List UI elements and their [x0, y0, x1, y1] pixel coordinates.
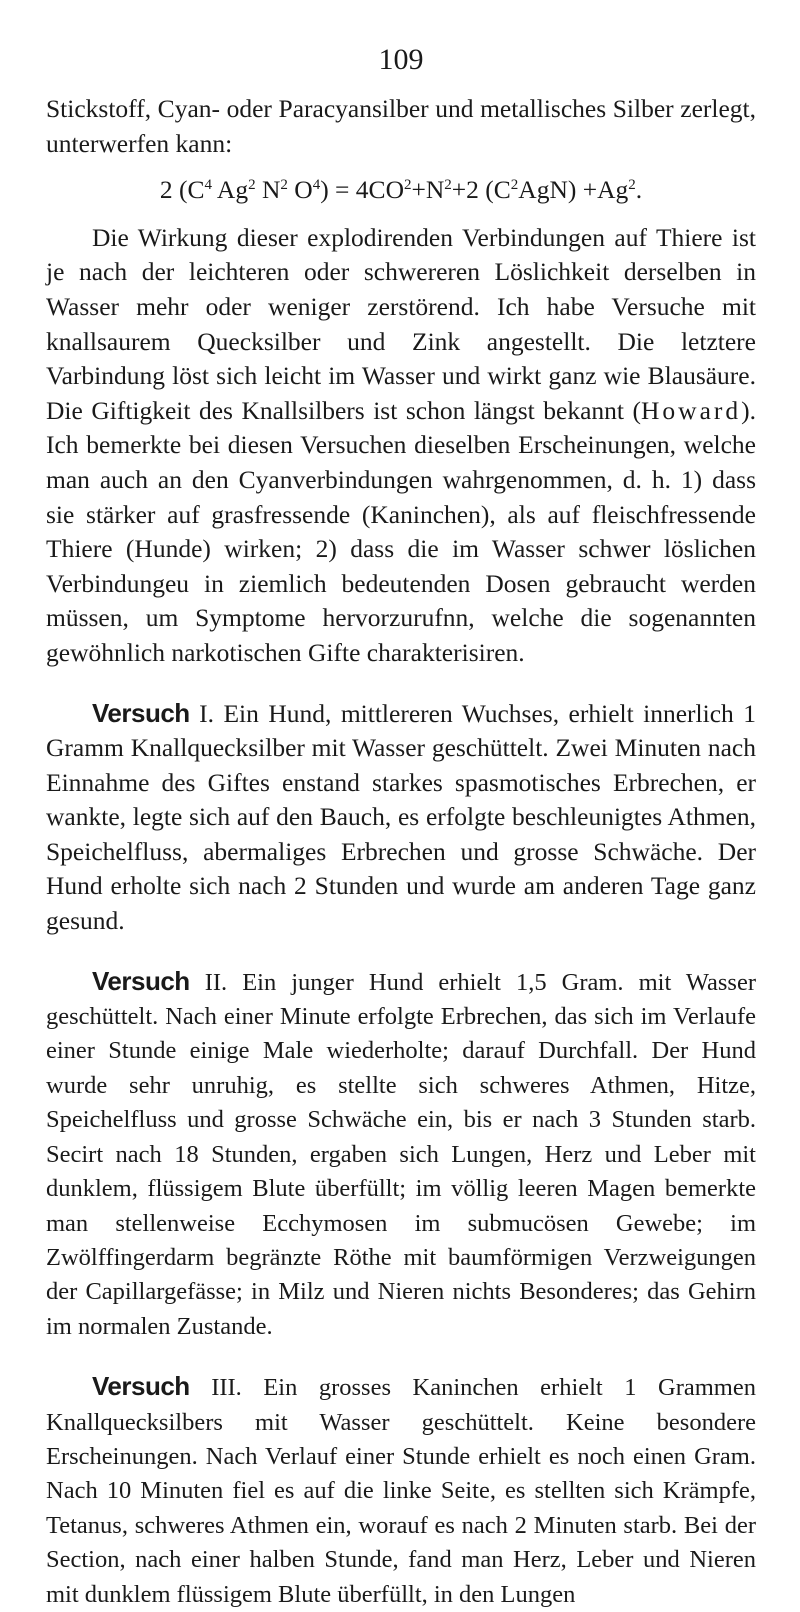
paragraph-toxicity: Die Wirkung dieser explodirenden Verbindungen auf Thiere ist je nach der leichteren oder schwereren Löslichkeit derselben in Wasser mehr oder weniger zerstörend. Ich habe Versuche mit knallsaurem Quecksilber und Zink angestellt. Die letztere Varbindung löst sich leicht im Wasser und wirkt ganz wie Blausäure. Die Giftigkeit des Knallsilbers ist schon längst bekannt (Howard). Ich bemerkte bei diesen Versuchen dieselben Erscheinungen, welche man auch an den Cyanverbindungen wahrgenommen, d. h. 1) dass sie stärker auf grasfressende (Kaninchen), als auf fleischfressende Thiere (Hunde) wirken; 2) dass die im Wasser schwer löslichen Verbindungeu in ziemlich bedeutenden Dosen gebraucht werden müssen, um Symptome hervorzurufnn, welche die sogenannten gewöhnlich narkotischen Gifte charakterisiren. [46, 222, 756, 667]
experiment-label: Versuch [92, 965, 190, 996]
experiment-label: Versuch [92, 697, 190, 728]
page-number: 109 [378, 43, 424, 76]
experiment-label: Versuch [92, 1371, 190, 1402]
chemical-equation: 2 ($C^4$ Ag$^2$ $N^2$ $O^4) = 4CO^2+N^2+2$ $(C^2AgN) +Ag^2$. [159, 175, 643, 205]
author-name: Howard [640, 395, 742, 425]
experiment-3: Versuch III. Ein grosses Kaninchen erhielt 1 Grammen Knallquecksilbers mit Wasser geschüttelt. Keine besondere Erscheinungen. Nach Verlauf einer Stunde erhielt es noch einen Gram. Nach 10 Minuten fiel es auf die linke Seite, es stellten sich Krämpfe, Tetanus, schweres Athmen ein, worauf es nach 2 Minuten starb. Bei der Section, nach einer halben Stunde, fand man Herz, Leber und Nieren mit dunklem flüssigem Blute überfüllt, in den Lungen [46, 1371, 756, 1608]
experiment-2: Versuch II. Ein junger Hund erhielt 1,5 Gram. mit Wasser geschüttelt. Nach einer Minute erfolgte Erbrechen, das sich im Verlaufe einer Stunde einige Male wiederholte; darauf Durchfall. Der Hund wurde sehr unruhig, es stellte sich schweres Athmen, Hitze, Speichelfluss und grosse Schwäche ein, bis er nach 3 Stunden starb. Secirt nach 18 Stunden, ergaben sich Lungen, Herz und Leber mit dunklem, flüssigem Blute überfüllt; im völlig leeren Magen bemerkte man stellenweise Ecchymosen im submucösen Gewebe; im Zwölffingerdarm begränzte Röthe mit baumförmigen Verzweigungen der Capillargefässe; in Milz und Nieren nichts Besonderes; das Gehirn im normalen Zustande. [46, 965, 756, 1340]
experiment-1: Versuch I. Ein Hund, mittlereren Wuchses, erhielt innerlich 1 Gramm Knallquecksilber mit Wasser geschüttelt. Zwei Minuten nach Einnahme des Giftes enstand starkes spasmotisches Erbrechen, er wankte, legte sich auf den Bauch, es erfolgte beschleunigtes Athmen, Speichelfluss, abermaliges Erbrechen und grosse Schwäche. Der Hund erholte sich nach 2 Stunden und wurde am anderen Tage ganz gesund. [46, 697, 756, 936]
intro-paragraph: Stickstoff, Cyan- oder Paracyansilber und metallisches Silber zerlegt, unterwerfen kann: [46, 94, 756, 158]
